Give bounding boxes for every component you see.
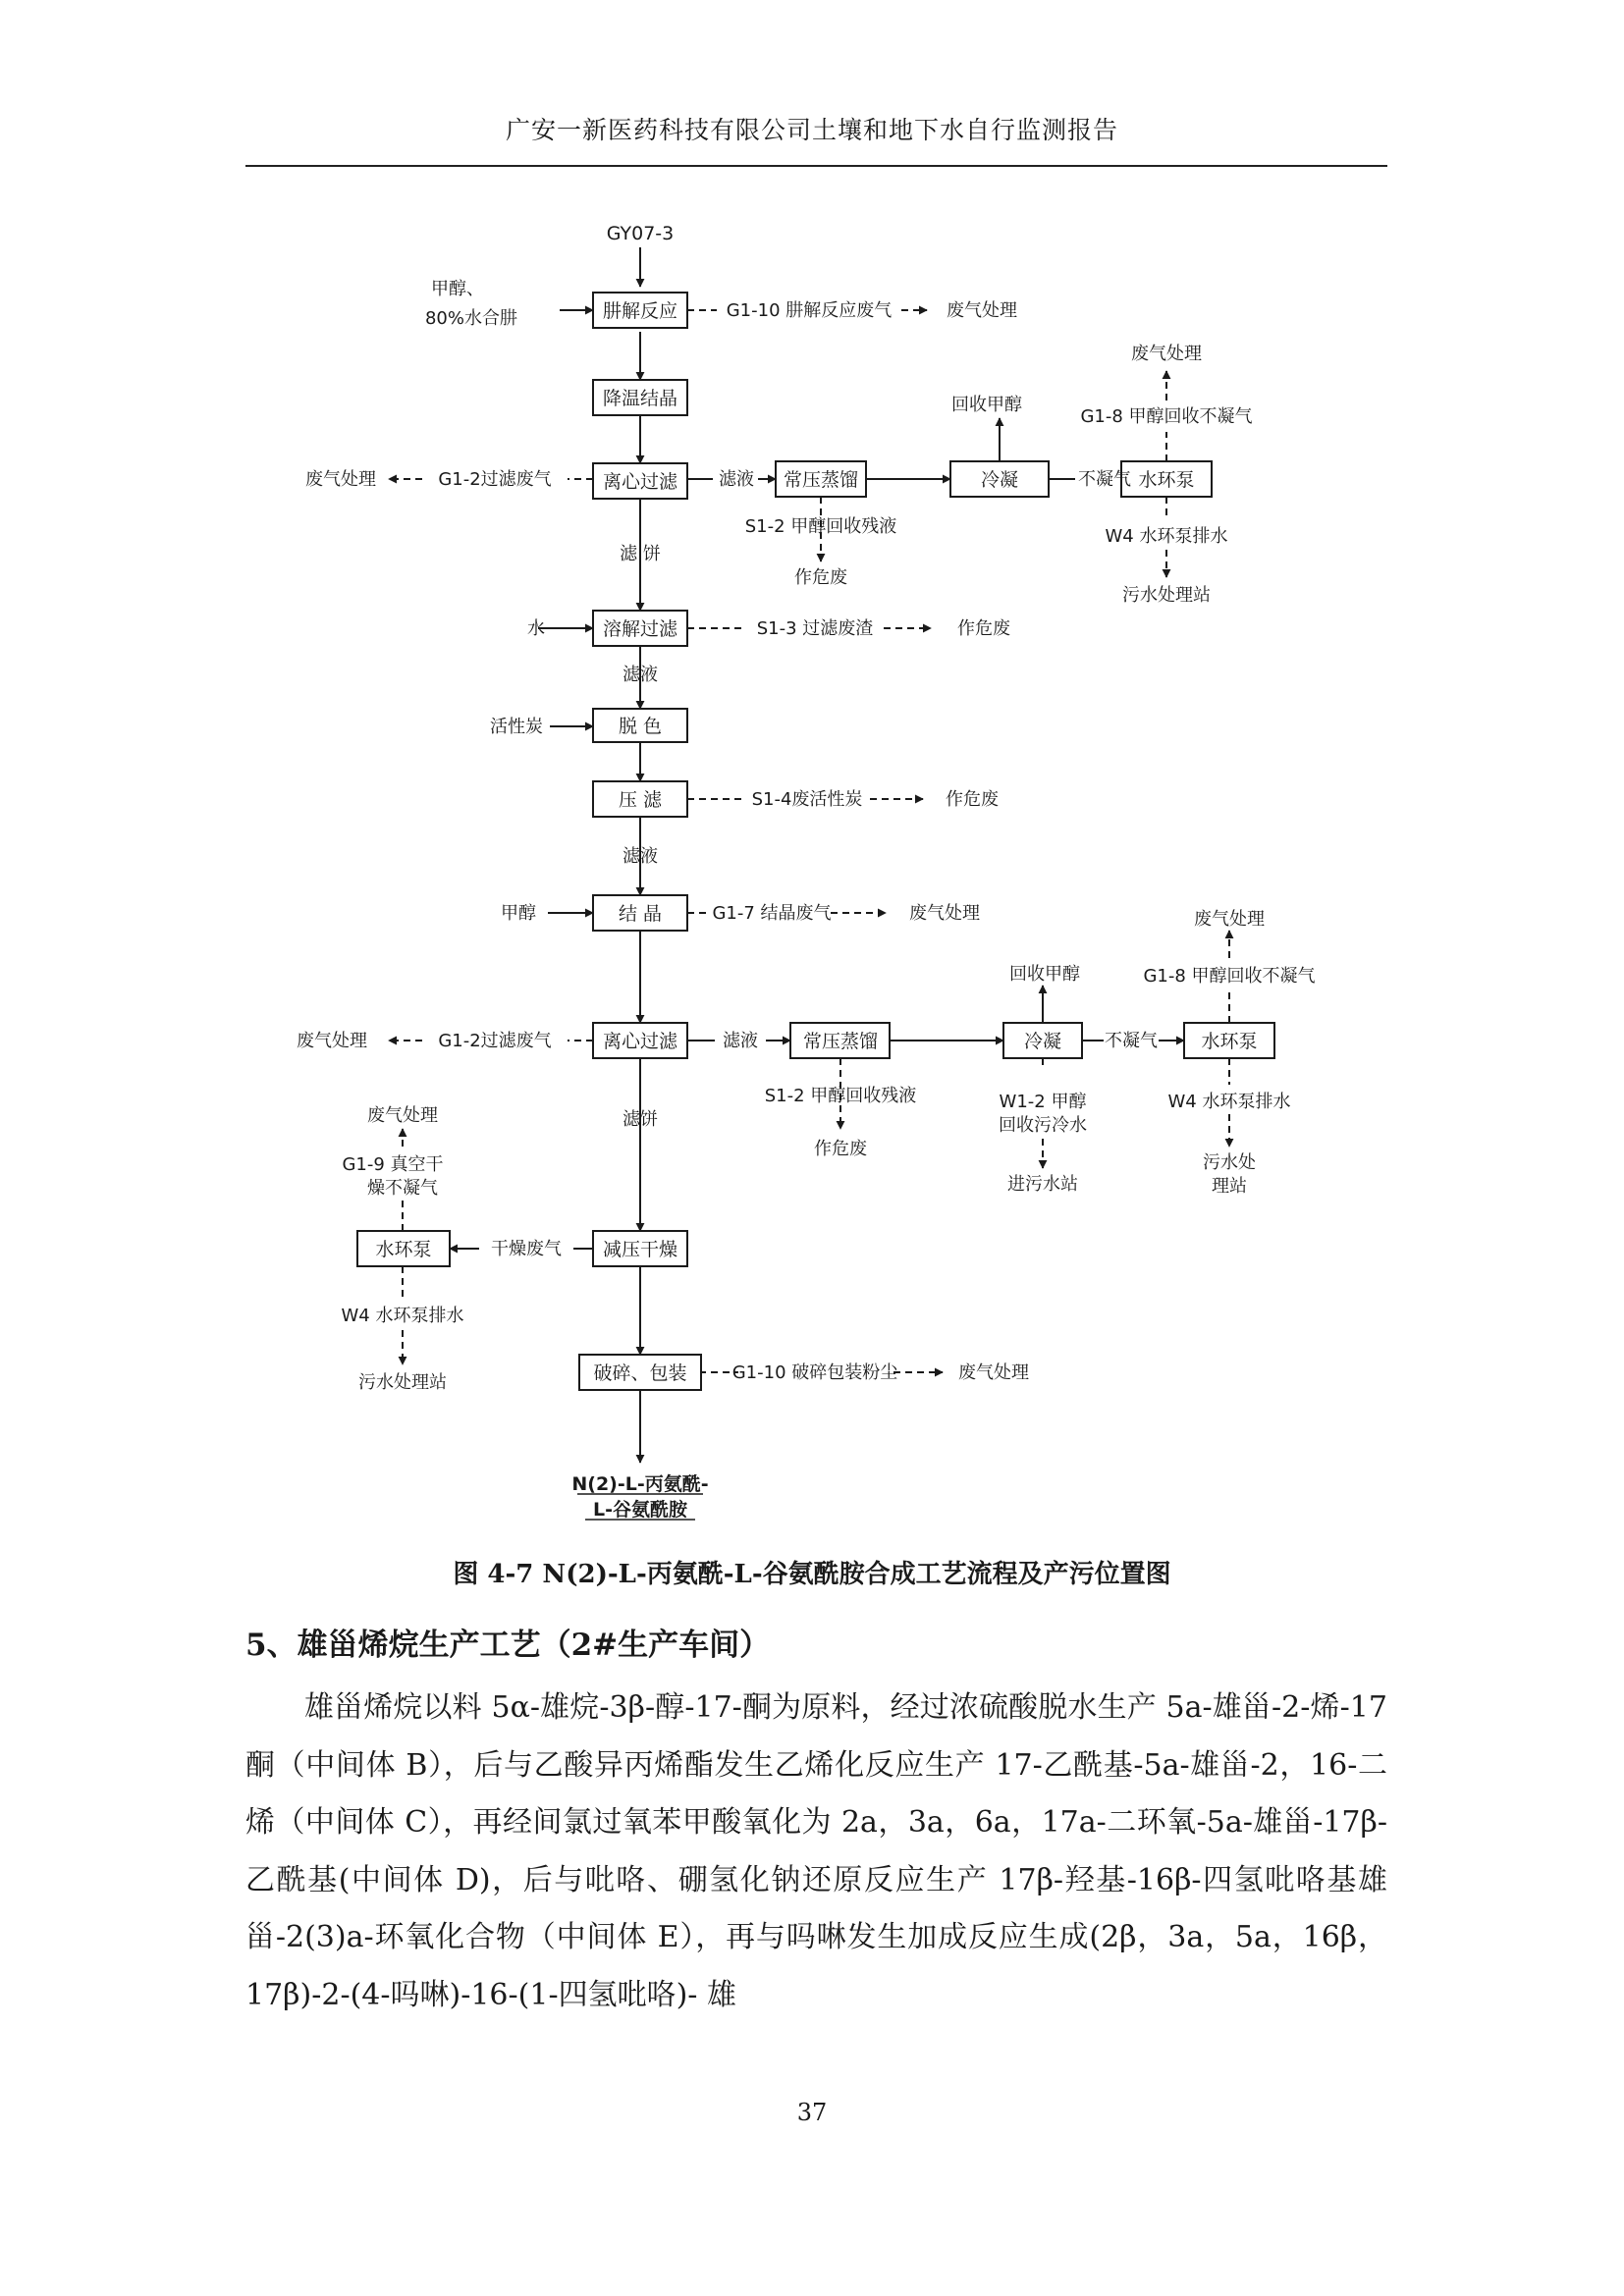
emission-g1-8-2: G1-8 甲醇回收不凝气 [1143, 966, 1316, 987]
flow-label-filter-cake-2: 滤饼 [623, 1109, 658, 1130]
step-centrifuge-2: 离心过滤 [602, 1031, 678, 1052]
step-decolor: 脱 色 [618, 716, 663, 737]
flow-label-dry-gas: 干燥废气 [491, 1239, 562, 1259]
recover-methanol-label-1: 回收甲醇 [951, 395, 1022, 415]
step-vacuum-dry: 减压干燥 [602, 1239, 678, 1260]
step-condense-2: 冷凝 [1023, 1031, 1062, 1052]
to-sewage-label: 进污水站 [1007, 1174, 1078, 1195]
page-number: 37 [796, 2099, 828, 2126]
emission-g1-9-line1: G1-9 真空干 [342, 1154, 444, 1175]
input-methanol-line1: 甲醇、 [431, 279, 484, 299]
sewage-station-label-2-line2: 理站 [1212, 1176, 1247, 1197]
header-title: 广安一新医药科技有限公司土壤和地下水自行监测报告 [505, 116, 1118, 144]
emission-g1-10-crush: G1-10 破碎包装粉尘 [731, 1362, 898, 1383]
emission-w4-1: W4 水环泵排水 [1105, 526, 1228, 547]
emission-g1-10-hydrazine: G1-10 肼解反应废气 [726, 300, 893, 321]
flowchart-start-label: GY07-3 [606, 223, 675, 244]
step-condense-1: 冷凝 [980, 469, 1019, 491]
emission-s1-2-2: S1-2 甲醇回收残液 [764, 1086, 917, 1106]
step-centrifuge-1: 离心过滤 [602, 471, 678, 493]
product-label-line1: N(2)-L-丙氨酰- [571, 1473, 709, 1495]
emission-w1-2-line2: 回收污冷水 [999, 1115, 1087, 1136]
hazardous-label-2: 作危废 [957, 618, 1010, 639]
product-label-line2: L-谷氨酰胺 [593, 1499, 687, 1521]
emission-w4-3: W4 水环泵排水 [341, 1306, 464, 1326]
emission-g1-9-line2: 燥不凝气 [367, 1178, 438, 1199]
emission-s1-3: S1-3 过滤废渣 [756, 618, 874, 639]
input-hydrazine-line2: 80%水合肼 [424, 308, 518, 329]
flow-label-filter-cake: 滤 饼 [620, 544, 661, 564]
emission-g1-2-1: G1-2过滤废气 [438, 469, 552, 490]
emission-g1-7: G1-7 结晶废气 [712, 903, 832, 924]
emission-s1-4: S1-4废活性炭 [751, 789, 863, 810]
hazardous-label-1: 作危废 [794, 567, 847, 588]
waste-gas-label-2: 废气处理 [909, 903, 980, 924]
step-distill-2: 常压蒸馏 [802, 1031, 879, 1052]
sewage-station-label-2-line1: 污水处 [1203, 1152, 1256, 1173]
flow-label-noncondensable-2: 不凝气 [1105, 1031, 1158, 1051]
sewage-station-label-1: 污水处理站 [1122, 585, 1211, 606]
body-text [245, 1680, 1387, 2025]
emission-s1-2-1: S1-2 甲醇回收残液 [744, 516, 897, 537]
body-paragraph: 雄甾烯烷以料 5α-雄烷-3β-醇-17-酮为原料，经过浓硫酸脱水生产 5a-雄甾-2-烯-17 酮（中间体 B），后与乙酸异丙烯酯发生乙烯化反应生产 17-乙酰基-5a-雄甾-2，16-二烯（中间体 C），再经间氯过氧苯甲酸氧化为 2a，3a，6a，17a-二环氧-5a-雄甾-17β-乙酰基(中间体 D)，后与吡咯、硼氢化钠还原反应生产 17β-羟基-16β-四氢吡咯基雄甾-2(3)a-环氧化合物（中间体 E），再与吗啉发生加成反应生成(2β，3a，5a，16β，17β)-2-(4-吗啉)-16-(1-四氢吡咯)- 雄 [245, 1690, 1387, 2012]
step-press-filter: 压 滤 [618, 789, 663, 811]
flow-lines [450, 247, 1184, 1463]
section-heading: 5、雄甾烯烷生产工艺（2#生产车间） [245, 1628, 771, 1663]
waste-gas-label-left-1: 废气处理 [305, 469, 376, 490]
process-boxes [357, 293, 1274, 1390]
step-ring-pump-2: 水环泵 [1201, 1031, 1258, 1052]
flow-label-noncondensable: 不凝气 [1078, 469, 1131, 490]
input-water: 水 [527, 618, 545, 639]
step-cooling-crystallization: 降温结晶 [602, 388, 678, 409]
step-crystallization: 结 晶 [618, 903, 663, 925]
step-crush-pack: 破碎、包装 [593, 1362, 687, 1384]
step-ring-pump-3: 水环泵 [375, 1239, 432, 1260]
input-methanol: 甲醇 [501, 903, 536, 924]
step-ring-pump-1: 水环泵 [1138, 469, 1195, 491]
emission-g1-2-2: G1-2过滤废气 [438, 1031, 552, 1051]
hazardous-label-4: 作危废 [814, 1139, 867, 1159]
step-distill-1: 常压蒸馏 [783, 469, 859, 491]
emission-w4-2: W4 水环泵排水 [1167, 1092, 1291, 1112]
waste-gas-label-left-3: 废气处理 [367, 1105, 438, 1126]
step-dissolve-filter: 溶解过滤 [602, 618, 678, 640]
flow-label-filtrate-3: 滤液 [623, 846, 658, 867]
waste-gas-label-top-right-2: 废气处理 [1194, 909, 1265, 930]
flow-label-filtrate-2: 滤液 [623, 665, 658, 685]
waste-gas-label-left-2: 废气处理 [297, 1031, 367, 1051]
hazardous-label-3: 作危废 [946, 789, 999, 810]
flow-label-filtrate: 滤液 [719, 469, 754, 490]
emission-g1-8-1: G1-8 甲醇回收不凝气 [1080, 406, 1253, 427]
emission-w1-2-line1: W1-2 甲醇 [999, 1092, 1087, 1112]
waste-gas-label-top-right: 废气处理 [1131, 344, 1202, 364]
input-activated-carbon: 活性炭 [490, 717, 543, 737]
figure-caption: 图 4-7 N(2)-L-丙氨酰-L-谷氨酰胺合成工艺流程及产污位置图 [453, 1560, 1171, 1589]
step-hydrazinolysis: 肼解反应 [602, 300, 678, 322]
flow-label-filtrate-4: 滤液 [723, 1031, 758, 1051]
waste-gas-label-3: 废气处理 [958, 1362, 1029, 1383]
sewage-station-label-3: 污水处理站 [358, 1372, 447, 1393]
waste-gas-label-1: 废气处理 [947, 300, 1017, 321]
recover-methanol-label-2: 回收甲醇 [1009, 964, 1080, 985]
